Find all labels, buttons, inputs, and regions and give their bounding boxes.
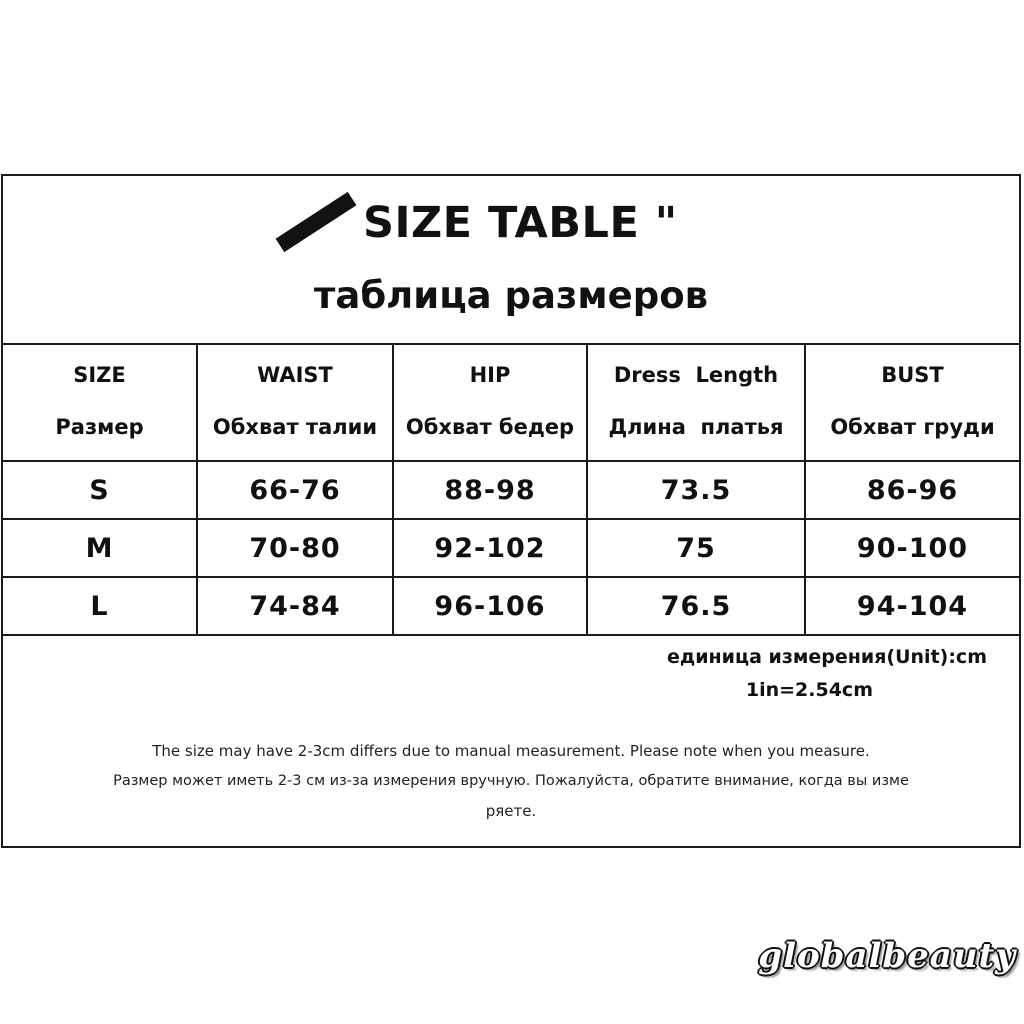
measurement-note-ru: Размер может иметь 2-3 см из-за измерения вручную. Пожалуйста, обратите внимание, когда вы изме [113, 773, 909, 789]
cell-size: S [3, 461, 197, 519]
cell-size: L [3, 577, 197, 635]
column-header-ru: Обхват талии [212, 415, 378, 439]
size-table-header [3, 176, 1019, 345]
cell-hip: 88-98 [393, 461, 587, 519]
column-header-en: Dress Length [613, 363, 779, 387]
unit-conversion: 1in=2.54cm [745, 679, 873, 701]
cell-waist: 66-76 [197, 461, 393, 519]
column-header-waist [197, 345, 393, 461]
measurement-note-ru-cont: ряете. [485, 802, 537, 820]
cell-size: M [3, 519, 197, 577]
cell-hip: 96-106 [393, 577, 587, 635]
column-header-ru: Длина платья [608, 415, 784, 439]
cell-bust: 94-104 [805, 577, 1019, 635]
table-row [3, 519, 1019, 577]
column-header-en: WAIST [257, 363, 333, 387]
table-row [3, 577, 1019, 635]
title-russian: таблица размеров [313, 274, 709, 317]
column-header-dress-length [587, 345, 805, 461]
title-english: SIZE TABLE " [363, 198, 678, 248]
measurement-note-en: The size may have 2-3cm differs due to manual measurement. Please note when you measure. [152, 742, 870, 760]
column-header-bust [805, 345, 1019, 461]
cell-bust: 86-96 [805, 461, 1019, 519]
column-header-ru: Обхват бедер [405, 415, 575, 439]
column-header-en: HIP [469, 363, 511, 387]
column-header-en: BUST [881, 363, 944, 387]
column-header-ru: Обхват груди [830, 415, 995, 439]
cell-waist: 74-84 [197, 577, 393, 635]
cell-dress-length: 73.5 [587, 461, 805, 519]
slash-icon [276, 192, 357, 252]
cell-dress-length: 76.5 [587, 577, 805, 635]
column-header-en: SIZE [73, 363, 126, 387]
unit-label: единица измерения(Unit):cm [667, 646, 987, 668]
cell-dress-length: 75 [587, 519, 805, 577]
brand-watermark: globalbeauty [758, 936, 1016, 976]
column-header-size [3, 345, 197, 461]
size-table [3, 345, 1019, 636]
size-table-card [1, 174, 1021, 848]
table-row [3, 461, 1019, 519]
table-header-row [3, 345, 1019, 461]
cell-bust: 90-100 [805, 519, 1019, 577]
column-header-hip [393, 345, 587, 461]
cell-waist: 70-80 [197, 519, 393, 577]
column-header-ru: Размер [55, 415, 144, 439]
cell-hip: 92-102 [393, 519, 587, 577]
